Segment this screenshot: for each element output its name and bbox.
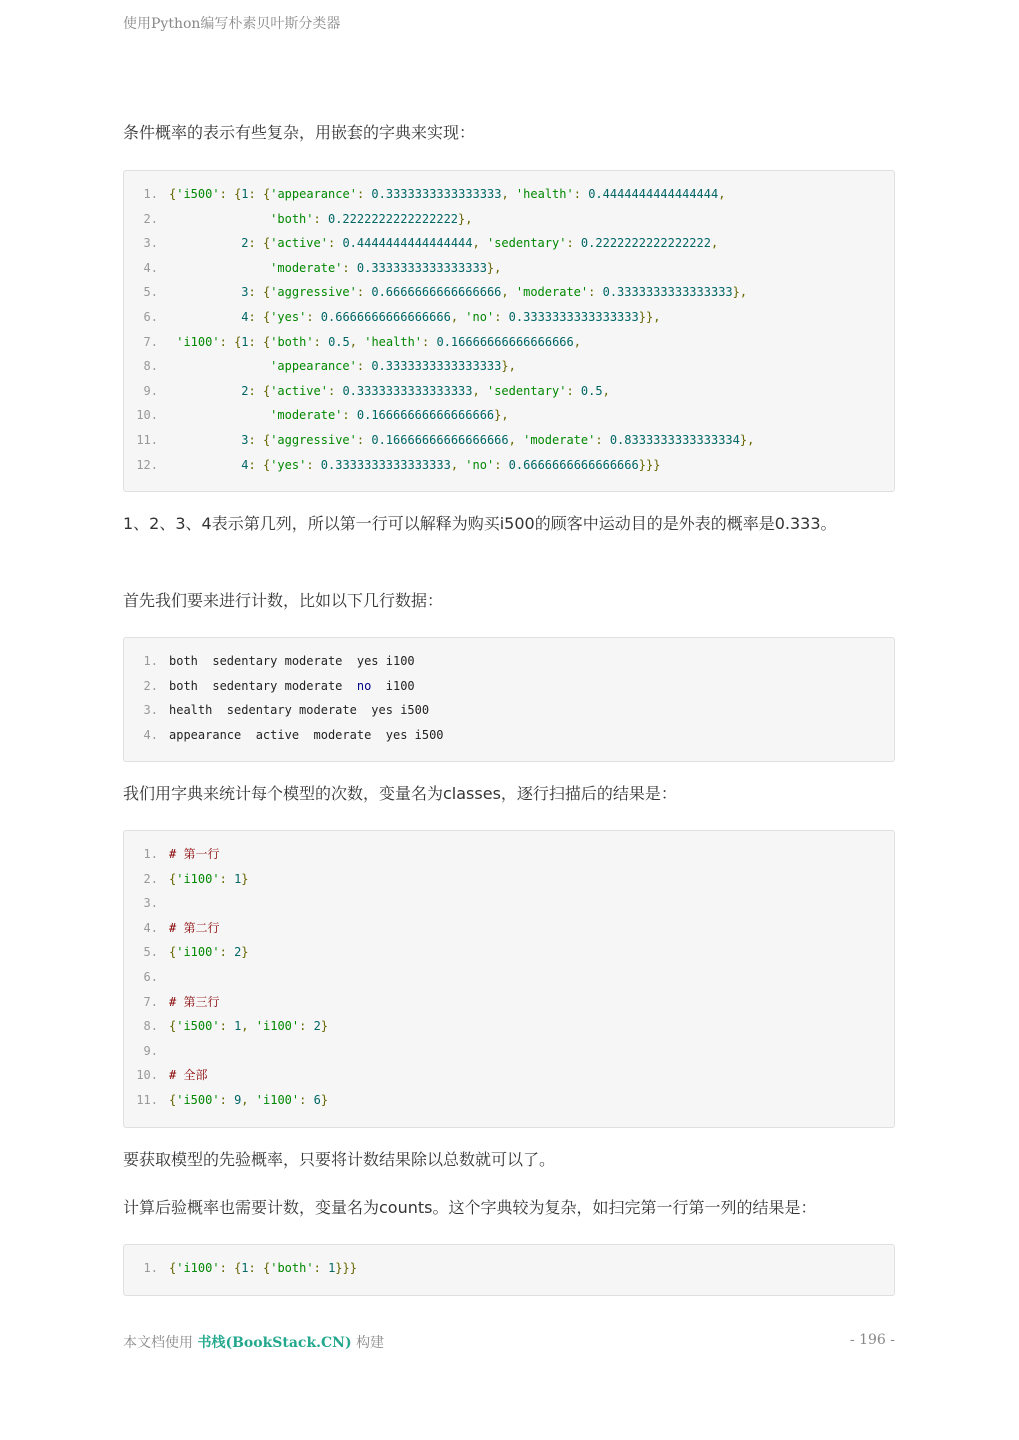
code-text: # 第一行	[169, 847, 220, 861]
code-text: # 第三行	[169, 994, 220, 1009]
code-line	[124, 965, 894, 990]
code-line	[124, 231, 894, 256]
line-number: 1.	[143, 847, 158, 861]
code-text: 3: {'aggressive': 0.16666666666666666, 'moderate': 0.8333333333333334},	[241, 432, 755, 447]
line-number: 3.	[143, 236, 158, 251]
code-line	[124, 354, 894, 379]
code-line	[124, 649, 894, 674]
bookstack-link[interactable]: 书栈(BookStack.CN)	[197, 1335, 352, 1351]
code-text: 2: {'active': 0.3333333333333333, 'sedentary': 0.5,	[241, 383, 610, 398]
code-line	[124, 453, 894, 478]
code-text: {'i500': 1, 'i100': 2}	[169, 1019, 329, 1034]
footer-prefix: 本文档使用	[123, 1335, 193, 1351]
code-line	[124, 280, 894, 305]
code-block-counts-result	[123, 1244, 895, 1296]
code-block-classes-result	[123, 830, 895, 1128]
line-number: 3.	[143, 896, 158, 911]
code-text: 'both': 0.2222222222222222},	[270, 211, 473, 226]
code-line	[124, 403, 894, 428]
code-block-sample-data	[123, 637, 895, 762]
code-line	[124, 698, 894, 723]
line-number: 6.	[143, 309, 158, 324]
code-line	[124, 207, 894, 232]
line-number: 1.	[143, 654, 158, 668]
code-text: # 第二行	[169, 920, 220, 935]
paragraph-counting-intro: 首先我们要来进行计数，比如以下几行数据：	[123, 591, 444, 610]
code-line	[124, 940, 894, 965]
code-text: {'i100': {1: {'both': 1}}}	[169, 1261, 357, 1275]
code-line	[124, 182, 894, 207]
code-line	[124, 305, 894, 330]
code-text: {'i100': 1}	[169, 871, 249, 886]
code-text: {'i500': 9, 'i100': 6}	[169, 1092, 329, 1107]
code-text: 4: {'yes': 0.6666666666666666, 'no': 0.3333333333333333}},	[241, 309, 661, 324]
code-lines	[124, 171, 894, 477]
code-line	[124, 867, 894, 892]
code-line	[124, 256, 894, 281]
code-block-conditional-probability	[123, 170, 895, 492]
code-text: 'i100': {1: {'both': 0.5, 'health': 0.16666666666666666,	[176, 334, 581, 349]
code-text: 'appearance': 0.3333333333333333},	[270, 359, 516, 374]
line-number: 7.	[143, 334, 158, 349]
line-number: 7.	[143, 994, 158, 1009]
line-number: 10.	[136, 1068, 158, 1083]
paragraph-conditional-probability: 条件概率的表示有些复杂，用嵌套的字典来实现：	[123, 123, 476, 142]
code-line	[124, 916, 894, 941]
line-number: 3.	[143, 703, 158, 718]
line-number: 9.	[143, 383, 158, 398]
code-line	[124, 674, 894, 699]
code-text: both sedentary moderate yes i100	[169, 654, 415, 668]
line-number: 1.	[143, 1261, 158, 1275]
code-line	[124, 1088, 894, 1113]
line-number: 8.	[143, 1019, 158, 1034]
line-number: 5.	[143, 285, 158, 300]
line-number: 10.	[136, 408, 158, 423]
paragraph-column-explanation: 1、2、3、4表示第几列，所以第一行可以解释为购买i500的顾客中运动目的是外表的概率是0.333。	[123, 514, 837, 533]
code-text: 4: {'yes': 0.3333333333333333, 'no': 0.6666666666666666}}}	[241, 457, 661, 472]
code-text: 'moderate': 0.3333333333333333},	[270, 260, 502, 275]
code-line	[124, 1039, 894, 1064]
line-number: 4.	[143, 260, 158, 275]
line-number: 11.	[136, 432, 158, 447]
line-number: 1.	[143, 187, 158, 201]
code-line	[124, 1014, 894, 1039]
line-number: 2.	[143, 211, 158, 226]
code-line	[124, 990, 894, 1015]
line-number: 8.	[143, 359, 158, 374]
code-line	[124, 379, 894, 404]
line-number: 11.	[136, 1092, 158, 1107]
code-text: both sedentary moderate no i100	[169, 678, 415, 693]
line-number: 2.	[143, 871, 158, 886]
footer-suffix: 构建	[356, 1335, 385, 1351]
paragraph-classes-dict: 我们用字典来统计每个模型的次数，变量名为classes，逐行扫描后的结果是：	[123, 784, 677, 803]
paragraph-prior-probability: 要获取模型的先验概率，只要将计数结果除以总数就可以了。	[123, 1150, 556, 1169]
code-text: 'moderate': 0.16666666666666666},	[270, 408, 509, 423]
line-number: 9.	[143, 1043, 158, 1058]
code-lines	[124, 638, 894, 747]
line-number: 2.	[143, 678, 158, 693]
code-line	[124, 330, 894, 355]
code-text: 3: {'aggressive': 0.6666666666666666, 'moderate': 0.3333333333333333},	[241, 285, 748, 300]
code-lines	[124, 831, 894, 1113]
line-number: 5.	[143, 945, 158, 960]
code-line	[124, 842, 894, 867]
code-text: appearance active moderate yes i500	[169, 727, 444, 742]
paragraph-counts-dict: 计算后验概率也需要计数，变量名为counts。这个字典较为复杂，如扫完第一行第一列的结果是：	[123, 1198, 817, 1217]
code-line	[124, 428, 894, 453]
line-number: 6.	[143, 969, 158, 984]
code-line	[124, 723, 894, 748]
code-text: health sedentary moderate yes i500	[169, 703, 430, 718]
code-text: # 全部	[169, 1068, 208, 1083]
line-number: 4.	[143, 920, 158, 935]
code-line	[124, 891, 894, 916]
code-lines	[124, 1245, 894, 1281]
page-header-title: 使用Python编写朴素贝叶斯分类器	[123, 16, 341, 32]
code-line	[124, 1063, 894, 1088]
code-line	[124, 1256, 894, 1281]
footer-credit	[123, 1332, 384, 1352]
page-number: - 196 -	[849, 1332, 895, 1348]
line-number: 12.	[136, 457, 158, 472]
code-text: {'i500': {1: {'appearance': 0.3333333333333333, 'health': 0.4444444444444444,	[169, 187, 726, 201]
code-text: {'i100': 2}	[169, 945, 249, 960]
line-number: 4.	[143, 727, 158, 742]
code-text: 2: {'active': 0.4444444444444444, 'sedentary': 0.2222222222222222,	[241, 236, 719, 251]
